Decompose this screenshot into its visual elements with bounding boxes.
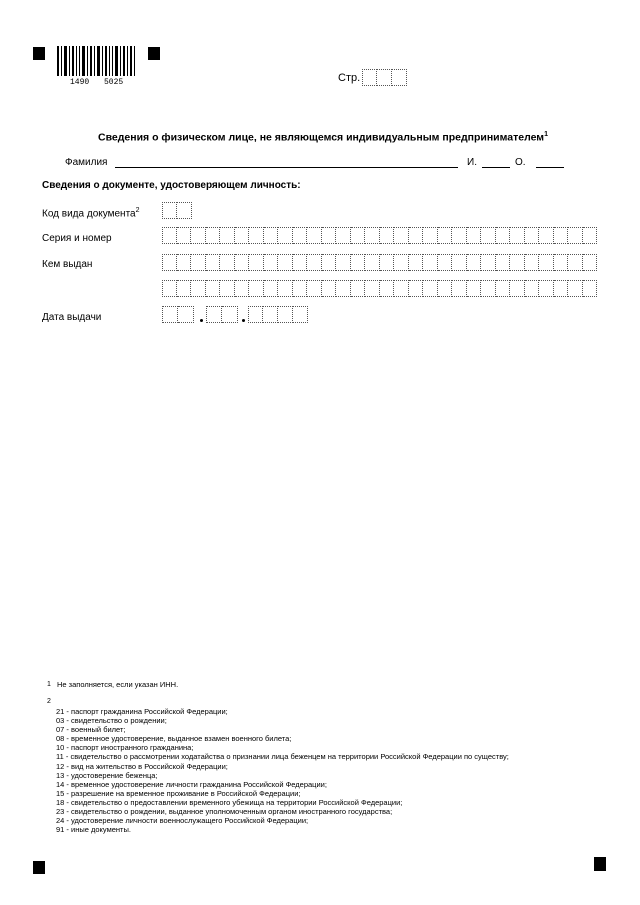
issued-by-cell[interactable]: [235, 254, 250, 271]
series-number-cell[interactable]: [394, 227, 409, 244]
registration-marker-top-left: [33, 47, 45, 60]
series-number-cell[interactable]: [409, 227, 424, 244]
date-cell[interactable]: [162, 306, 178, 323]
date-cell[interactable]: [278, 306, 293, 323]
issued-by-cell[interactable]: [423, 280, 438, 297]
document-code-item: 91 - иные документы.: [56, 825, 131, 835]
issued-by-cell[interactable]: [351, 280, 366, 297]
series-number-cell[interactable]: [336, 227, 351, 244]
registration-marker-bottom-left: [33, 861, 45, 874]
issued-by-cell[interactable]: [568, 254, 583, 271]
issued-by-cell[interactable]: [293, 280, 308, 297]
barcode-digits-right: 5025: [104, 78, 124, 87]
footnote-ref-2: 2: [135, 207, 140, 214]
series-number-cell[interactable]: [423, 227, 438, 244]
series-number-cell[interactable]: [264, 227, 279, 244]
document-heading: Сведения о документе, удостоверяющем личность:: [42, 180, 301, 191]
issued-by-cell[interactable]: [322, 280, 337, 297]
series-number-cell[interactable]: [162, 227, 177, 244]
series-number-cell[interactable]: [554, 227, 569, 244]
issued-by-cell[interactable]: [525, 254, 540, 271]
name-initial-field[interactable]: [482, 167, 510, 168]
page-cell[interactable]: [392, 69, 407, 86]
series-number-cell[interactable]: [177, 227, 192, 244]
document-code-item: 24 - удостоверение личности военнослужащего Российской Федерации;: [56, 816, 309, 826]
issued-by-cell[interactable]: [496, 280, 511, 297]
document-code-item: 12 - вид на жительство в Российской Федерации;: [56, 761, 228, 771]
series-number-cell[interactable]: [191, 227, 206, 244]
series-number-cell[interactable]: [525, 227, 540, 244]
issued-by-cell[interactable]: [336, 280, 351, 297]
series-number-cell[interactable]: [467, 227, 482, 244]
type-code-label: [42, 207, 140, 219]
issued-by-cell[interactable]: [307, 280, 322, 297]
issued-by-cells-row-1[interactable]: [162, 254, 597, 271]
issued-by-label: Кем выдан: [42, 259, 93, 270]
series-number-cell[interactable]: [380, 227, 395, 244]
document-code-item: 07 - военный билет;: [56, 725, 126, 735]
series-number-cell[interactable]: [351, 227, 366, 244]
issued-by-cell[interactable]: [162, 254, 177, 271]
series-label: Серия и номер: [42, 233, 112, 244]
issued-by-cell[interactable]: [438, 254, 453, 271]
series-number-cell[interactable]: [365, 227, 380, 244]
barcode: [57, 46, 135, 76]
page-cell[interactable]: [377, 69, 392, 86]
issued-by-cell[interactable]: [409, 254, 424, 271]
issued-by-cell[interactable]: [438, 280, 453, 297]
issue-date-day-cells[interactable]: [162, 306, 194, 323]
page-number-cells[interactable]: [362, 69, 407, 86]
issued-by-cell[interactable]: [452, 254, 467, 271]
series-number-cell[interactable]: [568, 227, 583, 244]
footnote-1-mark: 1: [47, 681, 51, 688]
issued-by-cell[interactable]: [191, 280, 206, 297]
issued-by-cell[interactable]: [220, 254, 235, 271]
document-code-item: 15 - разрешение на временное проживание в Российской Федерации;: [56, 788, 301, 798]
issued-by-cell[interactable]: [467, 254, 482, 271]
issued-by-cell[interactable]: [322, 254, 337, 271]
issued-by-cell[interactable]: [264, 254, 279, 271]
issued-by-cell[interactable]: [293, 254, 308, 271]
series-number-cell[interactable]: [293, 227, 308, 244]
issued-by-cell[interactable]: [423, 254, 438, 271]
type-code-cells[interactable]: [162, 202, 192, 219]
issued-by-cell[interactable]: [583, 280, 598, 297]
series-number-cell[interactable]: [510, 227, 525, 244]
issued-by-cell[interactable]: [177, 254, 192, 271]
name-initial-label: И.: [467, 157, 477, 168]
surname-label: Фамилия: [65, 157, 108, 168]
issued-by-cell[interactable]: [380, 280, 395, 297]
issued-by-cell[interactable]: [191, 254, 206, 271]
issued-by-cell[interactable]: [554, 280, 569, 297]
issued-by-cell[interactable]: [394, 280, 409, 297]
document-code-item: 13 - удостоверение беженца;: [56, 770, 158, 780]
series-number-cell[interactable]: [278, 227, 293, 244]
date-cell[interactable]: [222, 306, 238, 323]
issued-by-cell[interactable]: [365, 254, 380, 271]
issued-by-cell[interactable]: [583, 254, 598, 271]
page-label: Стр.: [338, 72, 361, 84]
patronymic-initial-field[interactable]: [536, 167, 564, 168]
date-cell[interactable]: [206, 306, 222, 323]
issued-by-cell[interactable]: [510, 254, 525, 271]
issued-by-cell[interactable]: [467, 280, 482, 297]
series-number-cell[interactable]: [452, 227, 467, 244]
registration-marker-bottom-right: [594, 857, 606, 871]
type-code-label-text: Код вида документа: [42, 208, 136, 220]
date-separator: [200, 319, 203, 322]
issued-by-cell[interactable]: [496, 254, 511, 271]
issued-by-cell[interactable]: [539, 254, 554, 271]
document-code-item: 11 - свидетельство о рассмотрении ходатайства о признании лица беженцем на территории Российской Федерации по существу;: [56, 752, 509, 762]
issued-by-cells-row-2[interactable]: [162, 280, 597, 297]
issued-by-cell[interactable]: [264, 280, 279, 297]
issued-by-cell[interactable]: [307, 254, 322, 271]
issued-by-cell[interactable]: [409, 280, 424, 297]
document-code-item: 21 - паспорт гражданина Российской Федерации;: [56, 707, 228, 716]
date-separator: [242, 319, 245, 322]
issued-by-cell[interactable]: [235, 280, 250, 297]
barcode-digits-left: 1490: [70, 78, 90, 87]
series-number-cell[interactable]: [249, 227, 264, 244]
type-code-cell[interactable]: [162, 202, 177, 219]
date-cell[interactable]: [248, 306, 263, 323]
issued-by-cell[interactable]: [278, 280, 293, 297]
page-cell[interactable]: [362, 69, 377, 86]
document-code-item: 10 - паспорт иностранного гражданина;: [56, 743, 194, 753]
series-number-cell[interactable]: [438, 227, 453, 244]
issued-by-cell[interactable]: [510, 280, 525, 297]
patronymic-initial-label: О.: [515, 157, 526, 168]
issued-by-cell[interactable]: [539, 280, 554, 297]
document-code-item: 14 - временное удостоверение личности гражданина Российской Федерации;: [56, 779, 327, 789]
issued-by-cell[interactable]: [394, 254, 409, 271]
issued-by-cell[interactable]: [365, 280, 380, 297]
issued-by-cell[interactable]: [278, 254, 293, 271]
issued-by-cell[interactable]: [336, 254, 351, 271]
document-codes-list: [56, 707, 509, 834]
date-cell[interactable]: [178, 306, 194, 323]
issued-by-cell[interactable]: [206, 254, 221, 271]
footnote-1-text: Не заполняется, если указан ИНН.: [57, 680, 179, 689]
series-number-cell[interactable]: [481, 227, 496, 244]
issue-date-year-cells[interactable]: [248, 306, 308, 323]
issued-by-cell[interactable]: [554, 254, 569, 271]
series-number-cell[interactable]: [220, 227, 235, 244]
registration-marker-top-right: [148, 47, 160, 60]
series-number-cells[interactable]: [162, 227, 597, 244]
issued-by-cell[interactable]: [380, 254, 395, 271]
series-number-cell[interactable]: [583, 227, 598, 244]
issued-by-cell[interactable]: [162, 280, 177, 297]
section-title: [98, 131, 548, 144]
issued-by-cell[interactable]: [206, 280, 221, 297]
issued-by-cell[interactable]: [351, 254, 366, 271]
issued-by-cell[interactable]: [249, 254, 264, 271]
issued-by-cell[interactable]: [525, 280, 540, 297]
issued-by-cell[interactable]: [249, 280, 264, 297]
series-number-cell[interactable]: [539, 227, 554, 244]
series-number-cell[interactable]: [307, 227, 322, 244]
footnote-ref-1: 1: [544, 131, 548, 138]
date-cell[interactable]: [293, 306, 308, 323]
section-title-text: Сведения о физическом лице, не являющемся индивидуальным предпринимателем: [98, 131, 545, 144]
issue-date-label: Дата выдачи: [42, 312, 102, 323]
series-number-cell[interactable]: [206, 227, 221, 244]
issued-by-cell[interactable]: [452, 280, 467, 297]
issued-by-cell[interactable]: [177, 280, 192, 297]
issued-by-cell[interactable]: [481, 254, 496, 271]
surname-field[interactable]: [115, 167, 458, 168]
footnote-1: [47, 680, 178, 689]
issued-by-cell[interactable]: [481, 280, 496, 297]
type-code-cell[interactable]: [177, 202, 192, 219]
footnote-2-mark: 2: [47, 698, 51, 705]
series-number-cell[interactable]: [322, 227, 337, 244]
document-code-item: 03 - свидетельство о рождении;: [56, 716, 167, 726]
document-code-item: 18 - свидетельство о предоставлении временного убежища на территории Российской Федерации;: [56, 797, 403, 807]
document-code-item: 08 - временное удостоверение, выданное взамен военного билета;: [56, 734, 292, 744]
issued-by-cell[interactable]: [220, 280, 235, 297]
date-cell[interactable]: [263, 306, 278, 323]
issue-date-month-cells[interactable]: [206, 306, 238, 323]
issued-by-cell[interactable]: [568, 280, 583, 297]
series-number-cell[interactable]: [235, 227, 250, 244]
series-number-cell[interactable]: [496, 227, 511, 244]
document-code-item: 23 - свидетельство о рождении, выданное уполномоченным органом иностранного государства;: [56, 807, 393, 817]
